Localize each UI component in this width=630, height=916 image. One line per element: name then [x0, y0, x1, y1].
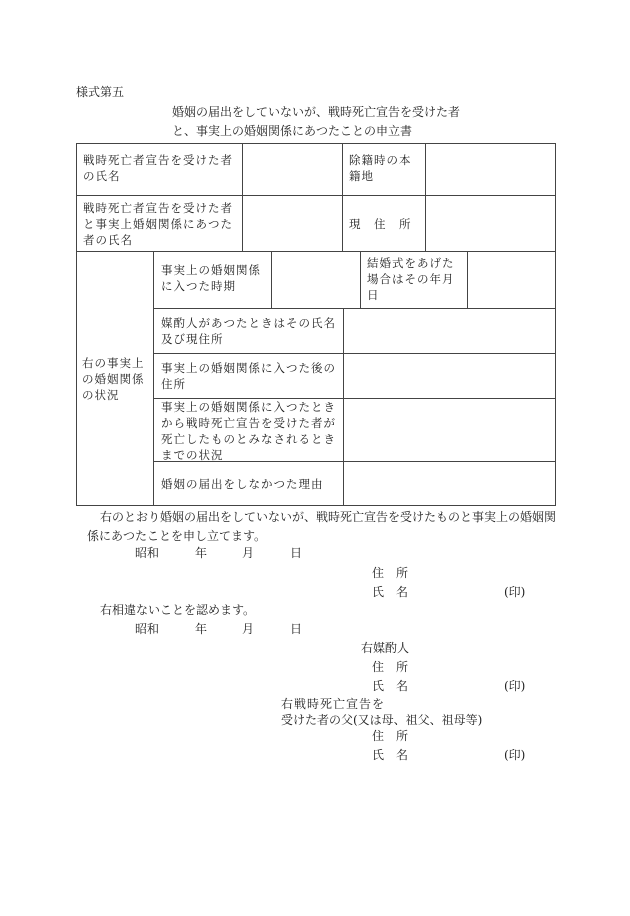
wedding-date-label: 結婚式をあげた 場合はその年月 日	[367, 256, 455, 302]
parent-heading-1: 右戦時死亡宣告を	[281, 697, 386, 711]
address-after-label-cell	[153, 353, 344, 399]
wedding-date-field[interactable]	[467, 251, 556, 309]
deceased-name-field[interactable]	[242, 143, 343, 196]
situation-field[interactable]	[343, 398, 556, 462]
start-time-label-cell	[153, 251, 272, 309]
date-month: 月	[242, 622, 255, 636]
deceased-name-label: 戦時死亡者宣告を受けた者 の氏名	[83, 153, 233, 183]
date-day: 日	[290, 546, 303, 560]
wedding-date-label-cell	[360, 251, 468, 309]
declaration-line-1: 右のとおり婚姻の届出をしていないが、戦時死亡宣告を受けたものと事実上の婚姻関	[100, 510, 557, 524]
matchmaker-seal: (印)	[504, 679, 526, 693]
matchmaker-name-label: 氏 名	[372, 679, 409, 693]
confirmation-text: 右相違ないことを認めます。	[100, 603, 256, 617]
partner-name-field[interactable]	[242, 195, 343, 252]
matchmaker-label: 媒酌人があつたときはその氏名 及び現住所	[161, 316, 336, 346]
address-after-label: 事実上の婚姻関係に入つた後の 住所	[161, 361, 336, 391]
reason-label-cell	[153, 461, 344, 506]
parent-name-label: 氏 名	[372, 748, 409, 762]
status-group-label: 右の事実上 の婚姻関係 の状況	[82, 356, 145, 402]
declaration-line-2: 係にあつたことを申し立てます。	[87, 529, 267, 543]
title-line-1: 婚姻の届出をしていないが、戦時死亡宣告を受けた者	[172, 105, 461, 119]
domicile-field[interactable]	[425, 143, 556, 196]
domicile-label-cell	[342, 143, 426, 196]
date-era: 昭和	[135, 546, 160, 560]
address-label-cell	[342, 195, 426, 252]
parent-heading-2: 受けた者の父(又は母、祖父、祖母等)	[281, 713, 483, 727]
form-number: 様式第五	[76, 85, 125, 99]
start-time-field[interactable]	[271, 251, 361, 309]
start-time-label: 事実上の婚姻関係 に入つた時期	[161, 263, 261, 293]
partner-name-label: 戦時死亡者宣告を受けた者 と事実上婚姻関係にあつた 者の氏名	[83, 201, 233, 247]
address-field[interactable]	[425, 195, 556, 252]
address-label: 現 住 所	[349, 217, 412, 231]
domicile-label: 除籍時の本 籍地	[349, 153, 412, 183]
situation-label: 事実上の婚姻関係に入つたとき から戦時死亡宣告を受けた者が 死亡したものとみなされるとき までの状況	[161, 400, 336, 462]
reason-field[interactable]	[343, 461, 556, 506]
parent-seal: (印)	[504, 748, 526, 762]
date-month: 月	[242, 546, 255, 560]
reason-label: 婚姻の届出をしなかつた理由	[161, 477, 324, 491]
applicant-seal: (印)	[504, 585, 526, 599]
situation-label-cell	[153, 398, 344, 462]
matchmaker-address-label: 住 所	[372, 660, 409, 674]
status-group-cell	[76, 251, 154, 506]
address-after-field[interactable]	[343, 353, 556, 399]
matchmaker-heading: 右媒酌人	[361, 641, 410, 655]
matchmaker-field[interactable]	[343, 308, 556, 354]
applicant-name-label: 氏 名	[372, 585, 409, 599]
applicant-address-label: 住 所	[372, 566, 409, 580]
date-era: 昭和	[135, 622, 160, 636]
title-line-2: と、事実上の婚姻関係にあつたことの申立書	[172, 124, 413, 138]
partner-name-label-cell	[76, 195, 243, 252]
deceased-name-label-cell	[76, 143, 243, 196]
date-year: 年	[195, 546, 208, 560]
date-year: 年	[195, 622, 208, 636]
date-day: 日	[290, 622, 303, 636]
parent-address-label: 住 所	[372, 729, 409, 743]
matchmaker-label-cell	[153, 308, 344, 354]
